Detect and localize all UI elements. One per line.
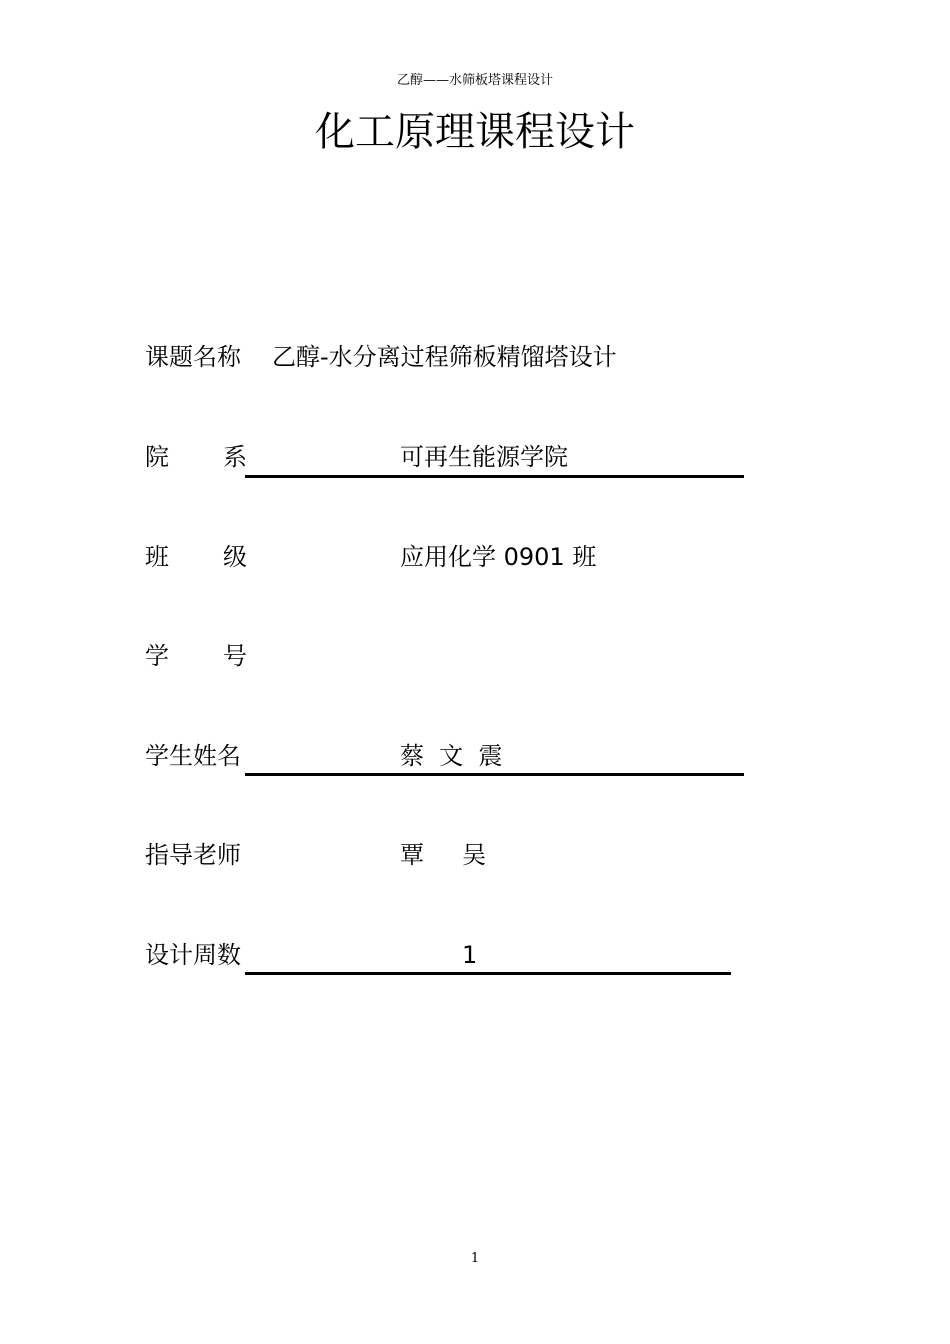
advisor-label: 指导老师 — [145, 841, 241, 869]
student-id-label — [145, 641, 247, 671]
student-name-underline — [245, 773, 744, 776]
page-number: 1 — [470, 1251, 480, 1266]
design-weeks-value: 1 — [462, 941, 478, 969]
department-label-char-1: 院 — [145, 443, 169, 471]
student-name-label: 学生姓名 — [145, 742, 241, 770]
page-title: 化工原理课程设计 — [315, 109, 635, 155]
class-label-char-1: 班 — [145, 543, 169, 571]
department-label-char-2: 系 — [223, 443, 247, 471]
topic-label: 课题名称 — [145, 343, 241, 371]
design-weeks-label: 设计周数 — [145, 941, 241, 969]
department-underline — [245, 475, 744, 478]
student-id-label-char-1: 学 — [145, 642, 169, 670]
advisor-value: 覃 吴 — [400, 841, 487, 869]
topic-value: 乙醇-水分离过程筛板精馏塔设计 — [272, 343, 617, 371]
department-label — [145, 442, 247, 472]
student-id-label-char-2: 号 — [223, 642, 247, 670]
department-value: 可再生能源学院 — [400, 443, 568, 471]
class-value: 应用化学 0901 班 — [400, 543, 597, 571]
student-name-value: 蔡 文 震 — [400, 742, 503, 770]
running-header: 乙醇——水筛板塔课程设计 — [396, 73, 553, 88]
class-label-char-2: 级 — [223, 543, 247, 571]
class-label — [145, 542, 247, 572]
design-weeks-underline — [245, 972, 731, 975]
